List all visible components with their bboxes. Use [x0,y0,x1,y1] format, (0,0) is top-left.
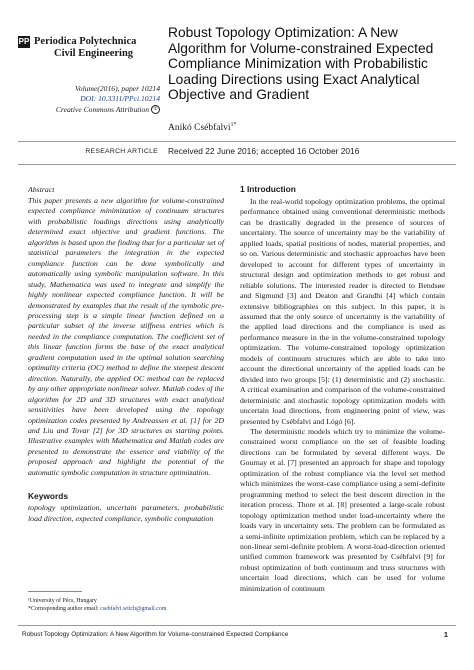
introduction-paragraph-1: In the real-world topology optimization problems, the optimal performance obtained using conventional deterministic methods can be drastically degraded in the presence of sources of uncertainty. The source of uncertainty may be the variability of applied loads, spatial positions of nodes, material properties, and so on. Various deterministic and stochastic approaches have been developed to account for different types of uncertainty in structural design and optimization methods to get robust and reliable solutions. The interested reader is directed to Bendsøe and Sigmund [3] and Deaton and Grandhi [4] which contain extensive bibliographies on this subject. In this paper, it is assumed that the only source of uncertainty is the variability of the applied load directions and the compliance is used as performance measure in the in the volume-constrained topology optimization. The volume-constrained topology optimization models of continuum structures which are able to take into account the directional uncertainty of the applied loads can be divided into two groups [5]: (1) deterministic and (2) stochastic. A critical examination and comparison of the volume-constrained deterministic and stochastic topology optimization models with uncertain load directions, from engineering point of view, was presented by Csébfalvi and Lógó [6]. [240,197,445,426]
article-title: Robust Topology Optimization: A New Algorithm for Volume-constrained Expected Compliance Minimization with Probabilistic Loading Directions using Exact Analytical Objective and Gradient [168,25,434,102]
footnote-affiliation: ¹University of Pécs, Hungary [28,598,97,604]
introduction-heading: 1 Introduction [240,184,296,194]
right-column [240,184,445,594]
license-info [56,105,160,115]
author-affiliation-mark: 1* [230,122,237,128]
volume-info: Volume(2016), paper 10214 [75,84,160,93]
left-column [28,185,224,524]
introduction-paragraph-2: The deterministic models which try to minimize the volume-constrained worst compliance on the set of feasible loading directions can be formulated by several different ways. De Gournay et al. [7] presented an approach for shape and topology optimization of the robust compliance via the level set method which minimizes the worst-case compliance using a semi-definite programming method to select the best descent direction in the iteration process. Thore et al. [8] presented a large-scale robust topology optimization method under load-uncertainty where the loads vary in uncertainty sets. The problem can be formulated as a semi-infinite optimization problem, which can be replaced by a non-linear semi-definite problem. A worst-load-direction oriented unified common framework was presented by Csébfalvi [9] for robust optimization of both continuum and truss structures with uncertain load directions, which can be used for volume minimization of continuum [240,426,445,593]
attribution-icon: ① [151,105,160,114]
license-text: Creative Commons Attribution [55,104,150,114]
keywords-text: topology optimization, uncertain parameters, probabilistic load direction, expected compliance, symbolic computation [28,503,224,523]
author-line [168,122,237,133]
abstract-text: This paper presents a new algorithm for volume-constrained expected compliance minimization of continuum structures with probabilistic loadings directions using analytically determined exact objective and gradient functions. The algorithm is based upon the finding that for a particular set of statistical parameters the integration in the expected compliance function can be done symbolically and automatically using symbolic manipulation software. In this study, Mathematica was used to integrate and simplify the highly nonlinear expected compliance function. It will be demonstrated by examples that the result of the symbolic pre-processing step is a simple linear function defined on a particular subset of the inverse stiffness entries which is needed in the compliance computation. The coefficient set of this linear function forms the base of the exact analytical gradient computation used in the optimal solution searching optimality criteria (OC) method to define the steepest descent direction. Naturally, the applied OC method can be replaced by any other appropriate nonlinear solver. Matlab codes of the algorithm for 2D and 3D structures with exact analytical sensitivities have been developed using the topology optimization codes presented by Andreassen et al. [1] for 2D and Liu and Tovar [2] for 3D structures as starting points. Illustrative examples with Mathematica and Matlab codes are presented to demonstrate the essence and viability of the proposed approach and highlight the potential of the automatic symbolic computation in structure optimization. [28,196,224,477]
doi-link[interactable]: DOI: 10.3311/PPci.10214 [80,94,160,104]
header-divider-lower [18,164,456,165]
journal-section: Civil Engineering [54,48,134,59]
abstract-heading: Abstract [28,185,55,194]
page-number: 1 [443,630,448,639]
keywords-heading: Keywords [28,491,69,502]
received-dates: Received 22 June 2016; accepted 16 October 2016 [168,146,360,156]
corresponding-email[interactable]: csebfalvi.witch@gmail.com [100,606,167,612]
journal-logo [18,36,168,60]
corresponding-label: *Corresponding author email: [28,606,101,612]
footer-divider [18,625,456,626]
header-divider [18,141,456,142]
journal-logo-icon: PP [18,37,30,46]
article-type-label: RESEARCH ARTICLE [85,148,158,155]
journal-name: Periodica Polytechnica [34,36,137,47]
article-metadata [56,84,160,115]
footnote-divider [28,591,82,592]
author-name: Anikó Csébfalvi [168,123,231,134]
footer-running-title: Robust Topology Optimization: A New Algorithm for Volume-constrained Expected Compliance [22,631,289,638]
footnote-corresponding [28,605,166,613]
